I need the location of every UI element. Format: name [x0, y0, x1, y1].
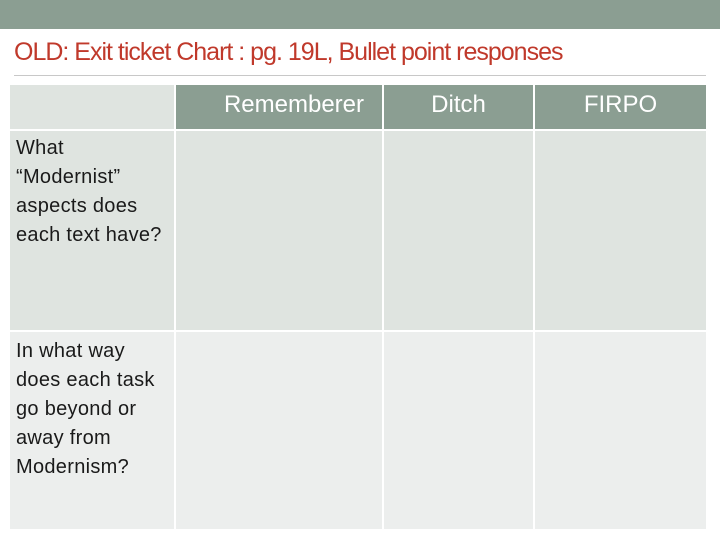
header-corner-cell — [9, 84, 175, 130]
exit-ticket-chart — [8, 83, 708, 531]
response-cell-rememberer[interactable] — [175, 331, 383, 530]
header-row — [9, 84, 707, 130]
response-cell-ditch[interactable] — [383, 130, 534, 331]
row-label-modernist-aspects: What “Modernist” aspects does each text have? — [9, 130, 175, 331]
response-cell-rememberer[interactable] — [175, 130, 383, 331]
column-header-firpo: FIRPO — [534, 84, 707, 130]
title-divider — [14, 75, 706, 76]
response-cell-firpo[interactable] — [534, 130, 707, 331]
response-cell-firpo[interactable] — [534, 331, 707, 530]
column-header-rememberer: Rememberer — [175, 84, 383, 130]
top-accent-bar — [0, 0, 720, 29]
response-cell-ditch[interactable] — [383, 331, 534, 530]
table-row-beyond-modernism — [9, 331, 707, 530]
row-label-beyond-modernism: In what way does each task go beyond or away from Modernism? — [9, 331, 175, 530]
column-header-ditch: Ditch — [383, 84, 534, 130]
slide-title: OLD: Exit ticket Chart : pg. 19L, Bullet point responses — [14, 38, 563, 66]
table-row-modernist-aspects — [9, 130, 707, 331]
